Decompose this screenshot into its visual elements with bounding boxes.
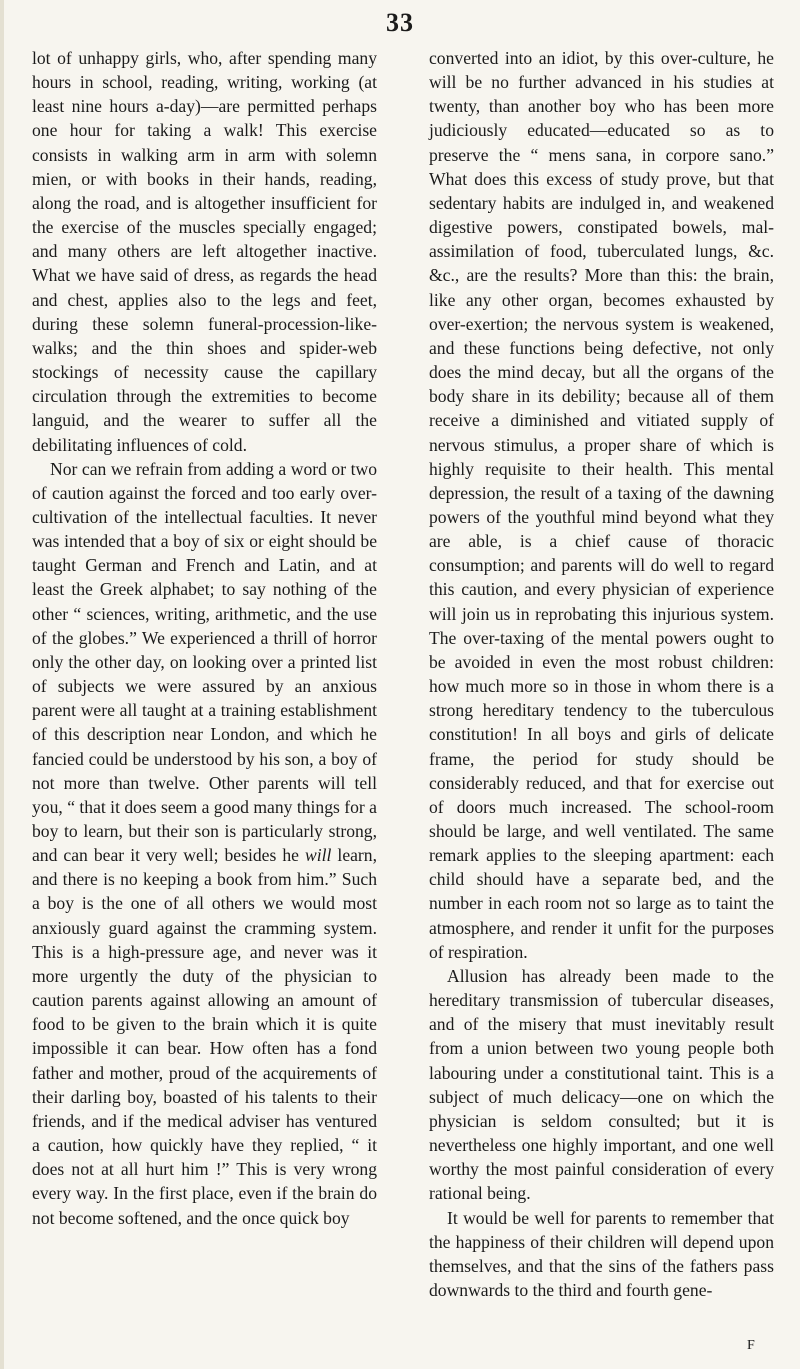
paragraph bbox=[32, 457, 377, 1230]
page-edge-shadow bbox=[0, 0, 4, 1369]
left-column bbox=[32, 46, 377, 1230]
text-run: Nor can we refrain from adding a word or two of caution against the forced and too early over-cultivation of the intellectual faculties. It never was intended that a boy of six or eight should be taught German and French and Latin, and at least the Greek alphabet; to say nothing of the other “ sciences, writing, arithmetic, and the use of the globes.” We experienced a thrill of horror only the other day, on looking over a printed list of subjects we were assured by an anxious parent were all taught at a training establishment of this description near London, and which he fancied could be understood by his son, a boy of not more than twelve. Other parents will tell you, “ that it does seem a good many things for a boy to learn, but their son is particularly strong, and can bear it very well; besides he bbox=[32, 458, 377, 866]
right-column bbox=[429, 46, 774, 1302]
signature-mark: F bbox=[747, 1338, 756, 1353]
text-run: learn, and there is no keeping a book from him.” Such a boy is the one of all others we would most anxiously guard against the cramming system. This is a high-pressure age, and never was it more urgently the duty of the physician to caution parents against allowing an amount of food to be given to the brain which it is quite impossible it can bear. How often has a fond father and mother, proud of the acquirements of their darling boy, boasted of his talents to their friends, and if the medical adviser has ventured a caution, how quickly have they replied, “ it does not at all hurt him !” This is very wrong every way. In the first place, even if the brain do not become softened, and the once quick boy bbox=[32, 845, 377, 1228]
paragraph: It would be well for parents to remember that the happiness of their children will depend upon themselves, and that the sins of the fathers pass downwards to the third and fourth gene- bbox=[429, 1207, 774, 1300]
page-number: 33 bbox=[386, 8, 414, 37]
paragraph: Allusion has already been made to the hereditary transmission of tubercular diseases, and of the misery that must inevitably result from a union between two young people both labouring under a constitutional taint. This is a subject of much delicacy—one on which the physician is seldom consulted; but it is nevertheless one highly important, and one well worthy the most painful consideration of every rational being. bbox=[429, 965, 774, 1204]
paragraph: converted into an idiot, by this over-culture, he will be no further advanced in his studies at twenty, than another boy who has been more judiciously educated—educated so as to preserve the “ mens sana, in corpore sano.” What does this excess of study prove, but that sedentary habits are indulged in, and weakened digestive powers, constipated bowels, mal-assimilation of food, tuberculated lungs, &c. &c., are the results? More than this: the brain, like any other organ, becomes exhausted by over-exertion; the nervous system is weakened, and these functions being defective, not only does the mind decay, but all the organs of the body share in its debility; because all of them receive a diminished and vitiated supply of nervous stimulus, a proper share of which is highly requisite to their health. This mental depression, the result of a taxing of the dawning powers of the youthful mind beyond what they are able, is a chief cause of thoracic consumption; and parents will do well to regard this caution, and every physician of experience will join us in reprobating this injurious system. The over-taxing of the mental powers ought to be avoided in even the most robust children: how much more so in those in whom there is a strong hereditary tendency to the tuberculous constitution! In all boys and girls of delicate frame, the period for study should be considerably reduced, and that for exercise out of doors much increased. The school-room should be large, and well ventilated. The same remark applies to the sleeping apartment: each child should have a separate bed, and the number in each room not so large as to taint the atmosphere, and render it unfit for the purposes of respiration. bbox=[429, 48, 774, 962]
paragraph: lot of unhappy girls, who, after spending many hours in school, reading, writing, working (at least nine hours a-day)—are permitted perhaps one hour for taking a walk! This exercise consists in walking arm in arm with solemn mien, or with books in their hands, reading, along the road, and is altogether insufficient for the exercise of the muscles specially engaged; and many others are left altogether inactive. What we have said of dress, as regards the head and chest, applies also to the legs and feet, during these solemn funeral-procession-like-walks; and the thin shoes and spider-web stockings of necessity cause the capillary circulation through the extremities to become languid, and the wearer to suffer all the debilitating influences of cold. bbox=[32, 48, 377, 455]
emphasis-word: will bbox=[304, 845, 332, 866]
